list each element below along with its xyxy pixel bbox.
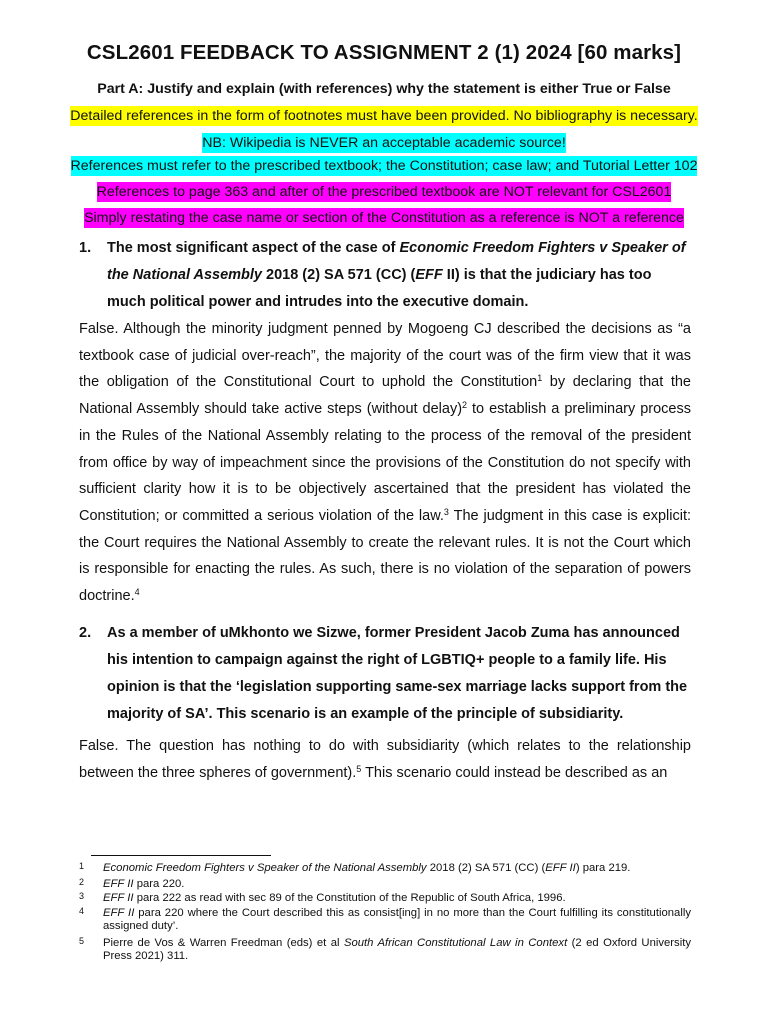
note-page-363: References to page 363 and after of the prescribed textbook are NOT relevant for CSL2601 (96, 184, 672, 200)
footnote-3: 3 EFF II para 222 as read with sec 89 of the Constitution of the Republic of South Africa, 1996. (79, 891, 566, 904)
question-2-answer: False. The question has nothing to do with subsidiarity (which relates to the relationship between the three spheres of government).$^5$ This scenario could instead be described as an (79, 738, 691, 781)
question-1-statement: The most significant aspect of the case of Economic Freedom Fighters v Speaker of the National Assembly 2018 (2) SA 571 (CC) (EFF II) is that the judiciary has too much political power and intrudes into the executive domain. (107, 240, 686, 310)
part-a-heading: Part A: Justify and explain (with references) why the statement is either True or False (97, 81, 671, 97)
question-1-number: 1. (79, 240, 92, 256)
footnote-ref-4: 4 (134, 587, 140, 598)
footnote-ref-2: 2 (462, 400, 468, 411)
note-wikipedia: NB: Wikipedia is NEVER an acceptable academic source! (202, 135, 566, 151)
footnote-2: 2 EFF II para 220. (79, 877, 185, 890)
footnote-4: 4 EFF II para 220 where the Court described this as consist[ing] in no more than the Court fulfilling its constitutionally assigned duty’. (79, 906, 691, 933)
note-references-sources: References must refer to the prescribed textbook; the Constitution; case law; and Tutorial Letter 102 (70, 158, 698, 174)
question-1-answer: False. Although the minority judgment penned by Mogoeng CJ described the decisions as “a textbook case of judicial over-reach”, the majority of the court was of the firm view that it was the obligation of the Constitutional Court to uphold the Constitution$^1$ by declaring that the National Assembly should take active steps (without delay)$^2$ to establish a preliminary process in the Rules of the National Assembly relating to the process of the removal of the president from office by way of impeachment since the provisions of the Constitution do not specify with sufficient clarity how it is to be objectively ascertained that the president has violated the Constitution; or committed a serious violation of the law.$^3$ The judgment in this case is explicit: the Court requires the National Assembly to create the relevant rules. It is not the Court which is responsible for enacting the rules. As such, there is no violation of the separation of powers doctrine.$^4$ (79, 321, 692, 605)
footnote-separator (91, 855, 271, 856)
question-2-statement: As a member of uMkhonto we Sizwe, former President Jacob Zuma has announced his intention to campaign against the right of LGBTIQ+ people to a family life. His opinion is that the ‘legislation supporting same-sex marriage lacks support from the majority of SA’. This scenario is an example of the principle of subsidiarity. (107, 625, 688, 722)
footnote-5: 5 Pierre de Vos & Warren Freedman (eds) et al South African Constitutional Law in Context (2 ed Oxford University Press 2021) 311. (79, 936, 692, 963)
question-2-number: 2. (79, 625, 92, 641)
footnote-1: 1 Economic Freedom Fighters v Speaker of the National Assembly 2018 (2) SA 571 (CC) (EFF II) para 219. (79, 861, 631, 874)
footnote-ref-5: 5 (356, 763, 362, 774)
footnote-ref-1: 1 (537, 373, 543, 384)
note-footnotes: Detailed references in the form of footnotes must have been provided. No bibliography is necessary. (70, 108, 698, 124)
page-title: CSL2601 FEEDBACK TO ASSIGNMENT 2 (1) 2024 [60 marks] (86, 41, 682, 64)
note-restating: Simply restating the case name or section of the Constitution as a reference is NOT a reference (84, 210, 684, 226)
footnote-ref-3: 3 (443, 506, 449, 517)
